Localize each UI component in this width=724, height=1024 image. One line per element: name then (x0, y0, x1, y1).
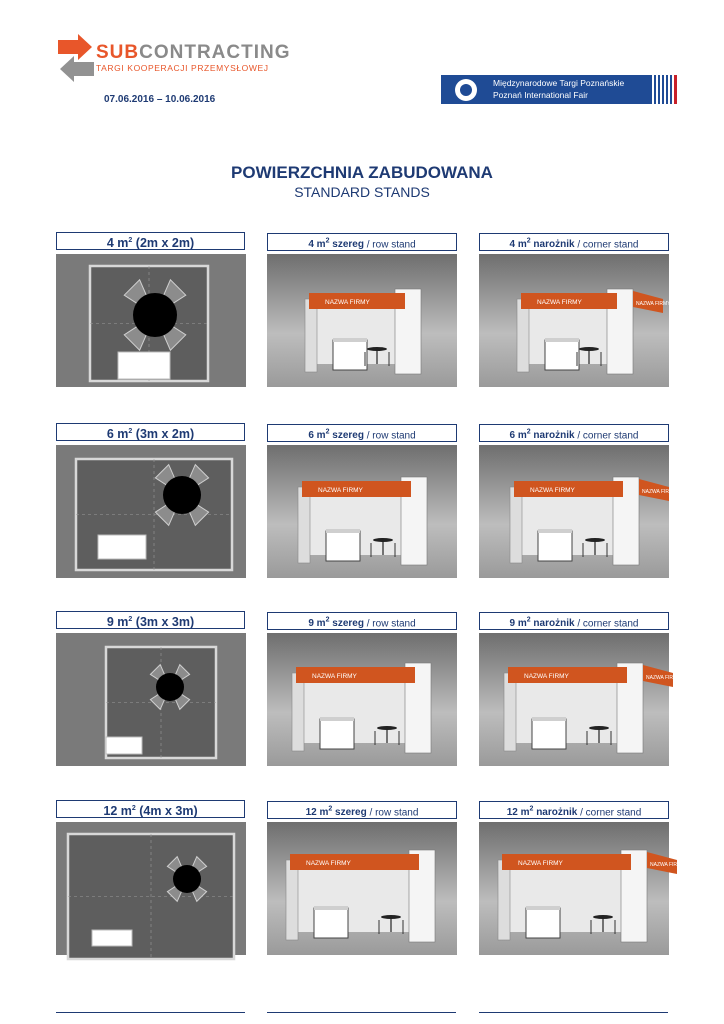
row-stand-label: 12 $m^2$ szereg / row stand (267, 801, 457, 819)
footer-rule (56, 1012, 245, 1013)
partner-red-stripe (674, 75, 677, 104)
event-dates: 07.06.2016 – 10.06.2016 (104, 94, 216, 105)
plan-label: 6 $m^2$ (3m x 2m) (56, 423, 245, 441)
svg-text:NAZWA FIRMY: NAZWA FIRMY (537, 299, 582, 306)
row-stand-render (267, 254, 457, 387)
corner-stand-render (479, 822, 685, 955)
floor-plan-image (56, 254, 246, 387)
svg-text:NAZWA FIRMY: NAZWA FIRMY (325, 299, 370, 306)
svg-text:NAZWA FIRMY: NAZWA FIRMY (650, 862, 685, 868)
svg-text:NAZWA FIRMY: NAZWA FIRMY (636, 301, 671, 307)
row-stand-label: 4 $m^2$ szereg / row stand (267, 233, 457, 251)
svg-text:NAZWA FIRMY: NAZWA FIRMY (524, 673, 569, 680)
corner-stand-label: 9 $m^2$ narożnik / corner stand (479, 612, 669, 630)
stand-row-9 (56, 612, 681, 772)
corner-stand-render (479, 254, 669, 387)
corner-stand-label: 4 $m^2$ narożnik / corner stand (479, 233, 669, 251)
corner-stand-render (479, 445, 677, 578)
svg-text:NAZWA FIRMY: NAZWA FIRMY (312, 673, 357, 680)
corner-stand-render (479, 633, 681, 766)
stand-row-4 (56, 233, 671, 393)
floor-plan-image (56, 633, 246, 766)
svg-text:NAZWA FIRMY: NAZWA FIRMY (518, 860, 563, 867)
row-stand-render (267, 633, 457, 766)
row-stand-render (267, 822, 457, 955)
floor-plan-image (56, 445, 246, 578)
corner-stand-label: 6 $m^2$ narożnik / corner stand (479, 424, 669, 442)
logo-tagline: TARGI KOOPERACJI PRZEMYSŁOWEJ (96, 63, 269, 73)
partner-name-en: Poznań International Fair (493, 90, 588, 100)
partner-name-pl: Międzynarodowe Targi Poznańskie (493, 78, 625, 88)
svg-text:NAZWA FIRMY: NAZWA FIRMY (318, 487, 363, 494)
stand-row-12 (56, 801, 685, 961)
page-subtitle: STANDARD STANDS (294, 184, 430, 200)
row-stand-label: 9 $m^2$ szereg / row stand (267, 612, 457, 630)
svg-text:NAZWA FIRMY: NAZWA FIRMY (530, 487, 575, 494)
footer-rule (479, 1012, 668, 1013)
subcontracting-logo (56, 34, 296, 94)
logo-wordmark: SUBCONTRACTING (96, 42, 291, 63)
svg-text:NAZWA FIRMY: NAZWA FIRMY (642, 489, 677, 495)
svg-text:NAZWA FIRMY: NAZWA FIRMY (306, 860, 351, 867)
plan-label: 4 $m^2$ (2m x 2m) (56, 232, 245, 250)
plan-label: 9 $m^2$ (3m x 3m) (56, 611, 245, 629)
page-title: POWIERZCHNIA ZABUDOWANA (231, 163, 493, 182)
partner-logo (441, 75, 673, 104)
floor-plan-image (56, 822, 246, 955)
footer-rule (267, 1012, 456, 1013)
logo-arrows-icon (56, 34, 96, 88)
row-stand-label: 6 $m^2$ szereg / row stand (267, 424, 457, 442)
partner-stripes (652, 75, 674, 104)
corner-stand-label: 12 $m^2$ narożnik / corner stand (479, 801, 669, 819)
row-stand-render (267, 445, 457, 578)
stand-row-6 (56, 424, 677, 584)
svg-text:NAZWA FIRMY: NAZWA FIRMY (646, 675, 681, 681)
plan-label: 12 $m^2$ (4m x 3m) (56, 800, 245, 818)
mtp-emblem-icon (455, 79, 477, 101)
